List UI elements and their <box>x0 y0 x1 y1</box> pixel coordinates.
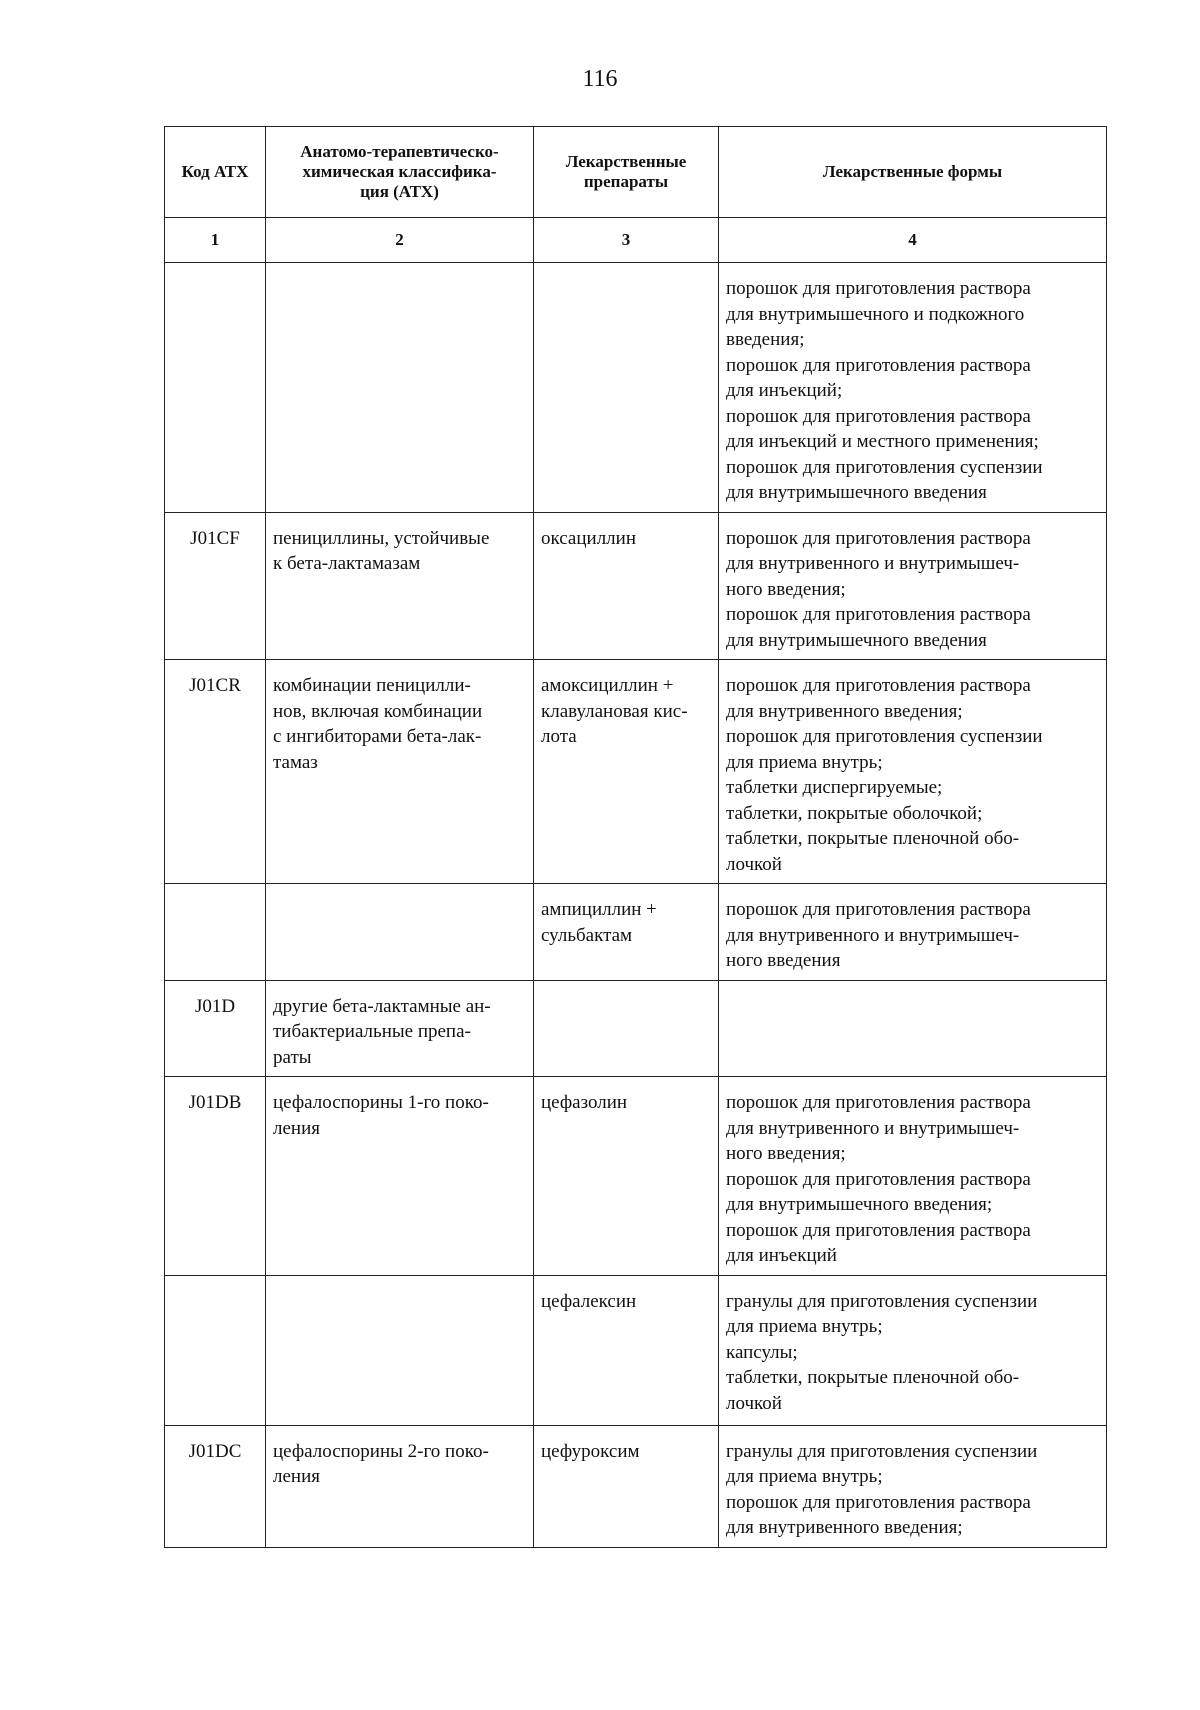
text-line: порошок для приготовления раствора <box>726 1168 1031 1190</box>
text-line: для внутривенного введения; <box>726 700 963 722</box>
text-line: капсулы; <box>726 1341 798 1363</box>
column-number: 2 <box>266 218 534 263</box>
table-row <box>165 660 1107 884</box>
text-line: ного введения; <box>726 1143 846 1164</box>
text-line: порошок для приготовления раствора <box>726 899 1031 920</box>
text-line: для приема внутрь; <box>726 1466 883 1487</box>
text-line: Анатомо-терапевтическо- <box>300 142 499 161</box>
text-line: цефазолин <box>541 1092 628 1113</box>
column-number: 3 <box>534 218 719 263</box>
text-line: гранулы для приготовления суспензии <box>726 1290 1038 1312</box>
classification-cell <box>266 1077 534 1276</box>
classification-cell <box>266 1425 534 1547</box>
table-row <box>165 263 1107 513</box>
text-line: введения; <box>726 329 805 350</box>
dosage-forms-cell <box>719 263 1107 513</box>
atx-table <box>164 126 1107 1548</box>
text-line: таблетки, покрытые пленочной обо- <box>726 1367 1020 1388</box>
dosage-forms-cell <box>719 980 1107 1077</box>
classification-cell <box>266 660 534 884</box>
page-number: 116 <box>582 66 618 92</box>
table-row <box>165 512 1107 660</box>
text-line: цефалоспорины 1-го поко- <box>273 1092 489 1113</box>
text-line: для внутримышечного введения; <box>726 1194 993 1215</box>
header-code <box>165 127 266 218</box>
drug-cell <box>534 884 719 981</box>
text-line: оксациллин <box>541 527 636 549</box>
classification-cell <box>266 1275 534 1425</box>
classification-cell <box>266 884 534 981</box>
atx-code-cell <box>165 884 266 981</box>
text-line: лота <box>541 726 577 747</box>
text-line: цефалоспорины 2-го поко- <box>273 1440 489 1462</box>
text-line: клавулановая кис- <box>541 700 688 722</box>
text-line: к бета-лактамазам <box>273 553 421 574</box>
text-line: для внутривенного введения; <box>726 1517 963 1538</box>
header-row <box>165 127 1107 218</box>
text-line: гранулы для приготовления суспензии <box>726 1440 1038 1462</box>
dosage-forms-cell <box>719 884 1107 981</box>
atx-code-cell: J01CR <box>165 660 266 884</box>
header-drugs-lines <box>534 152 718 192</box>
atx-code-cell: J01D <box>165 980 266 1077</box>
header-classification-lines <box>266 142 533 202</box>
text-line: для внутривенного и внутримышеч- <box>726 1117 1020 1139</box>
text-line: Лекарственные формы <box>822 162 1003 181</box>
text-line: для внутривенного и внутримышеч- <box>726 553 1020 574</box>
text-line: пенициллины, устойчивые <box>273 527 490 549</box>
text-line: амоксициллин + <box>541 675 674 696</box>
table-row <box>165 1077 1107 1276</box>
header-forms-lines <box>719 162 1106 182</box>
text-line: для инъекций; <box>726 380 843 401</box>
column-number-row <box>165 218 1107 263</box>
text-line: нов, включая комбинации <box>273 700 483 722</box>
column-number: 4 <box>719 218 1107 263</box>
drug-cell <box>534 980 719 1077</box>
table-row <box>165 980 1107 1077</box>
text-line: химическая классифика- <box>302 162 497 181</box>
atx-code-cell: J01DB <box>165 1077 266 1276</box>
text-line: цефуроксим <box>541 1440 640 1462</box>
text-line: таблетки, покрытые оболочкой; <box>726 802 983 824</box>
text-line: для приема внутрь; <box>726 1316 883 1337</box>
text-line: лочкой <box>726 853 782 875</box>
dosage-forms-cell <box>719 512 1107 660</box>
drug-cell <box>534 1275 719 1425</box>
text-line: тибактериальные препа- <box>273 1021 471 1042</box>
table-row <box>165 1425 1107 1547</box>
drug-cell <box>534 660 719 884</box>
dosage-forms-cell <box>719 1077 1107 1276</box>
text-line: порошок для приготовления суспензии <box>726 456 1043 478</box>
drug-cell <box>534 1077 719 1276</box>
text-line: порошок для приготовления раствора <box>726 278 1031 299</box>
text-line: порошок для приготовления раствора <box>726 405 1031 427</box>
drug-cell <box>534 1425 719 1547</box>
text-line: для приема внутрь; <box>726 751 883 773</box>
header-classification <box>266 127 534 218</box>
text-line: таблетки, покрытые пленочной обо- <box>726 828 1020 849</box>
text-line: Код АТХ <box>181 162 249 181</box>
drug-cell <box>534 263 719 513</box>
text-line: другие бета-лактамные ан- <box>273 995 491 1017</box>
text-line: для внутримышечного и подкожного <box>726 303 1025 325</box>
text-line: порошок для приготовления раствора <box>726 675 1031 696</box>
text-line: цефалексин <box>541 1290 637 1312</box>
text-line: тамаз <box>273 751 318 773</box>
text-line: лочкой <box>726 1392 782 1414</box>
text-line: ления <box>273 1117 320 1139</box>
header-forms <box>719 127 1107 218</box>
column-number: 1 <box>165 218 266 263</box>
header-code-lines <box>165 162 265 182</box>
drug-cell <box>534 512 719 660</box>
text-line: порошок для приготовления раствора <box>726 1491 1031 1513</box>
text-line: комбинации пеницилли- <box>273 675 471 696</box>
text-line: порошок для приготовления раствора <box>726 354 1031 376</box>
dosage-forms-cell <box>719 1275 1107 1425</box>
text-line: раты <box>273 1046 312 1068</box>
classification-cell <box>266 512 534 660</box>
text-line: с ингибиторами бета-лак- <box>273 726 482 747</box>
text-line: порошок для приготовления раствора <box>726 527 1031 549</box>
classification-cell <box>266 263 534 513</box>
table-row <box>165 884 1107 981</box>
header-drugs <box>534 127 719 218</box>
dosage-forms-cell <box>719 660 1107 884</box>
text-line: Лекарственные <box>565 152 687 171</box>
classification-cell <box>266 980 534 1077</box>
text-line: сульбактам <box>541 924 633 946</box>
atx-code-cell <box>165 263 266 513</box>
text-line: препараты <box>583 172 669 191</box>
text-line: для внутримышечного введения <box>726 482 987 503</box>
text-line: ления <box>273 1466 320 1487</box>
text-line: ампициллин + <box>541 899 657 920</box>
text-line: ного введения <box>726 950 841 971</box>
text-line: порошок для приготовления раствора <box>726 604 1031 625</box>
text-line: порошок для приготовления суспензии <box>726 726 1043 747</box>
text-line: для внутримышечного введения <box>726 629 987 651</box>
text-line: таблетки диспергируемые; <box>726 777 943 798</box>
table-row <box>165 1275 1107 1425</box>
text-line: ция (АТХ) <box>360 182 439 201</box>
dosage-forms-cell <box>719 1425 1107 1547</box>
text-line: для внутривенного и внутримышеч- <box>726 924 1020 946</box>
text-line: для инъекций <box>726 1245 837 1266</box>
atx-code-cell: J01CF <box>165 512 266 660</box>
text-line: для инъекций и местного применения; <box>726 431 1039 452</box>
text-line: ного введения; <box>726 578 846 600</box>
text-line: порошок для приготовления раствора <box>726 1219 1031 1241</box>
text-line: порошок для приготовления раствора <box>726 1092 1031 1113</box>
atx-code-cell: J01DC <box>165 1425 266 1547</box>
atx-code-cell <box>165 1275 266 1425</box>
